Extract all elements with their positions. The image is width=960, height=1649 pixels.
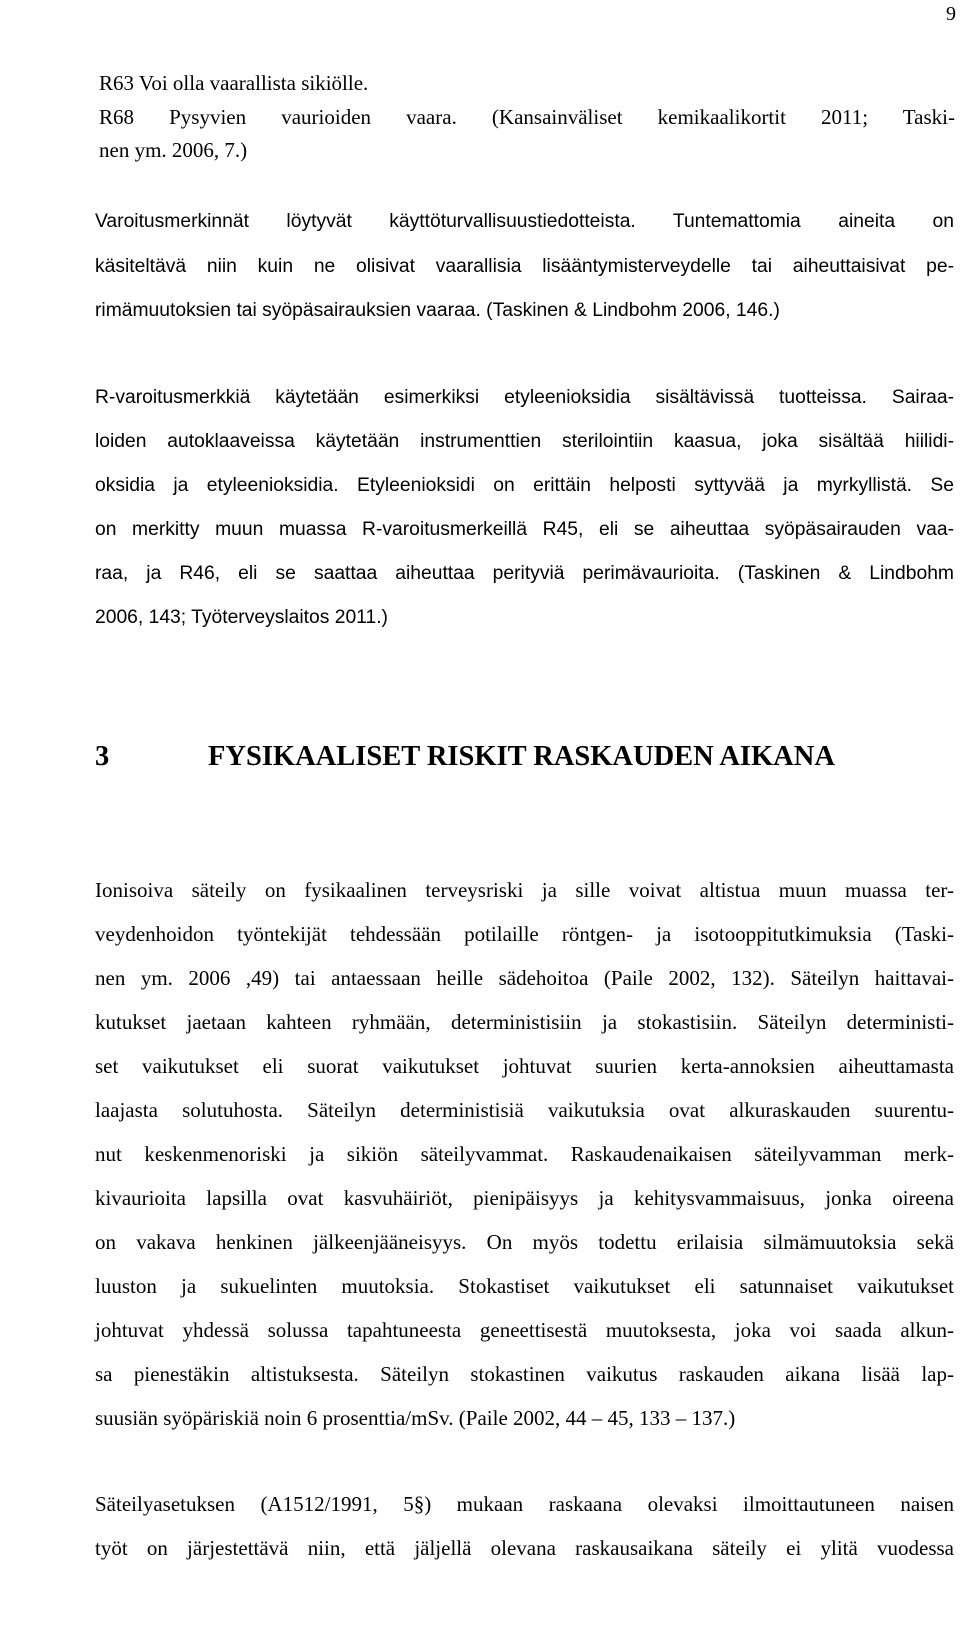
paragraph-line: on merkitty muun muassa R-varoitusmerkeillä R45, eli se aiheuttaa syöpäsairauden vaa- bbox=[95, 519, 954, 540]
paragraph-line: Varoitusmerkinnät löytyvät käyttöturvallisuustiedotteista. Tuntemattomia aineita on bbox=[95, 211, 954, 232]
r-phrase-line: R68 Pysyvien vaurioiden vaara. (Kansainväliset kemikaalikortit 2011; Taski- bbox=[99, 105, 955, 129]
paragraph-line: set vaikutukset eli suorat vaikutukset johtuvat suurien kerta-annoksien aiheuttamasta bbox=[95, 1054, 954, 1078]
paragraph-line: Ionisoiva säteily on fysikaalinen terveysriski ja sille voivat altistua muun muassa ter- bbox=[95, 878, 954, 902]
paragraph-line: nen ym. 2006 ,49) tai antaessaan heille sädehoitoa (Paile 2002, 132). Säteilyn haittavai- bbox=[95, 966, 954, 990]
paragraph-line: laajasta solutuhosta. Säteilyn deterministisiä vaikutuksia ovat alkuraskauden suurentu- bbox=[95, 1098, 954, 1122]
section-title: FYSIKAALISET RISKIT RASKAUDEN AIKANA bbox=[208, 741, 835, 772]
page-number: 9 bbox=[946, 3, 956, 25]
section-number: 3 bbox=[95, 741, 110, 772]
section-heading bbox=[95, 740, 835, 774]
paragraph-line: rimämuutoksien tai syöpäsairauksien vaaraa. (Taskinen & Lindbohm 2006, 146.) bbox=[95, 300, 780, 321]
paragraph-line: luuston ja sukuelinten muutoksia. Stokastiset vaikutukset eli satunnaiset vaikutukset bbox=[95, 1274, 954, 1298]
paragraph-line: oksidia ja etyleenioksidia. Etyleenioksidi on erittäin helposti syttyvää ja myrkyllistä. Se bbox=[95, 475, 954, 496]
paragraph-line: kivaurioita lapsilla ovat kasvuhäiriöt, pienipäisyys ja kehitysvammaisuus, jonka oireena bbox=[95, 1186, 954, 1210]
paragraph-line: raa, ja R46, eli se saattaa aiheuttaa perityviä perimävaurioita. (Taskinen & Lindbohm bbox=[95, 563, 954, 584]
paragraph-line: työt on järjestettävä niin, että jäljellä olevana raskausaikana säteily ei ylitä vuodessa bbox=[95, 1536, 954, 1560]
paragraph-line: on vakava henkinen jälkeenjääneisyys. On myös todettu erilaisia silmämuutoksia sekä bbox=[95, 1230, 954, 1254]
paragraph-line: kutukset jaetaan kahteen ryhmään, deterministisiin ja stokastisiin. Säteilyn deterministi- bbox=[95, 1010, 954, 1034]
paragraph-line: Säteilyasetuksen (A1512/1991, 5§) mukaan raskaana olevaksi ilmoittautuneen naisen bbox=[95, 1492, 954, 1516]
paragraph-line: nut keskenmenoriski ja sikiön säteilyvammat. Raskaudenaikaisen säteilyvamman merk- bbox=[95, 1142, 954, 1166]
paragraph-line: 2006, 143; Työterveyslaitos 2011.) bbox=[95, 607, 388, 628]
paragraph-line: loiden autoklaaveissa käytetään instrumenttien sterilointiin kaasua, joka sisältää hiilidi- bbox=[95, 431, 954, 452]
paragraph-line: suusiän syöpäriskiä noin 6 prosenttia/mSv. (Paile 2002, 44 – 45, 133 – 137.) bbox=[95, 1406, 736, 1430]
r-phrase-line: nen ym. 2006, 7.) bbox=[99, 138, 248, 162]
paragraph-line: sa pienestäkin altistuksesta. Säteilyn stokastinen vaikutus raskauden aikana lisää lap- bbox=[95, 1362, 954, 1386]
r-phrase-line: R63 Voi olla vaarallista sikiölle. bbox=[99, 71, 369, 95]
paragraph-line: R-varoitusmerkkiä käytetään esimerkiksi etyleenioksidia sisältävissä tuotteissa. Sairaa- bbox=[95, 387, 954, 408]
paragraph-line: veydenhoidon työntekijät tehdessään potilaille röntgen- ja isotooppitutkimuksia (Taski- bbox=[95, 922, 954, 946]
paragraph-line: johtuvat yhdessä solussa tapahtuneesta geneettisestä muutoksesta, joka voi saada alkun- bbox=[95, 1318, 954, 1342]
paragraph-line: käsiteltävä niin kuin ne olisivat vaarallisia lisääntymisterveydelle tai aiheuttaisivat pe- bbox=[95, 256, 954, 277]
